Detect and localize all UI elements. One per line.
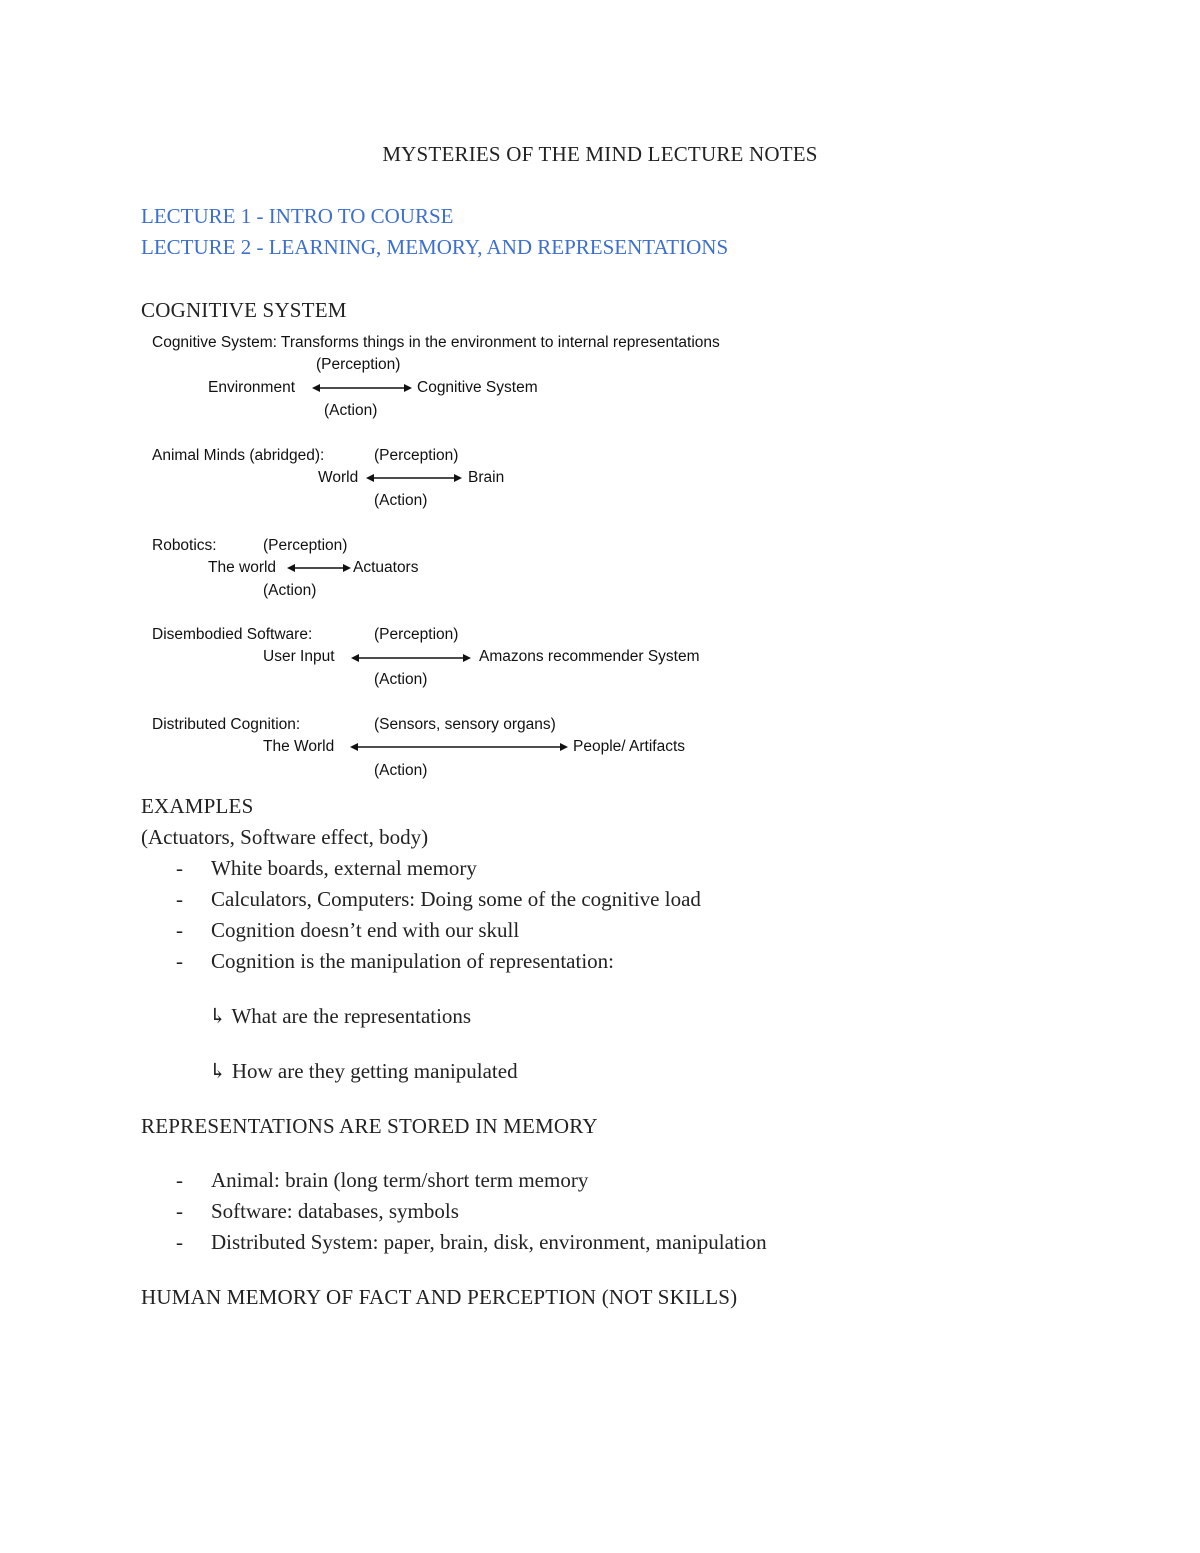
lecture-2-link[interactable]: LECTURE 2 - LEARNING, MEMORY, AND REPRESENTATIONS bbox=[141, 235, 729, 259]
list-bullet: - bbox=[176, 856, 183, 880]
list-item: Distributed System: paper, brain, disk, environment, manipulation bbox=[211, 1230, 767, 1254]
diagram-row1-bottom: (Action) bbox=[324, 402, 378, 419]
examples-subtitle: (Actuators, Software effect, body) bbox=[141, 825, 429, 849]
diagram-row3-label: Robotics: bbox=[152, 537, 217, 554]
double-arrow-icon bbox=[287, 561, 351, 575]
section-heading-examples: EXAMPLES bbox=[141, 794, 254, 818]
list-item: Cognition doesn’t end with our skull bbox=[211, 918, 520, 942]
diagram-row2-right: Brain bbox=[468, 469, 505, 486]
diagram-row5-top: (Sensors, sensory organs) bbox=[374, 716, 556, 733]
double-arrow-icon bbox=[366, 471, 462, 485]
diagram-heading: Cognitive System: Transforms things in the environment to internal representations bbox=[152, 334, 720, 351]
double-arrow-icon bbox=[351, 651, 471, 665]
diagram-row1-left: Environment bbox=[208, 379, 296, 396]
list-bullet: - bbox=[176, 918, 183, 942]
diagram-row4-top: (Perception) bbox=[374, 626, 459, 643]
list-bullet: - bbox=[176, 1230, 183, 1254]
diagram-row4-right: Amazons recommender System bbox=[479, 648, 700, 665]
diagram-row4-bottom: (Action) bbox=[374, 671, 428, 688]
section-heading-human-memory: HUMAN MEMORY OF FACT AND PERCEPTION (NOT SKILLS) bbox=[141, 1285, 738, 1309]
list-bullet: - bbox=[176, 1168, 183, 1192]
diagram-row2-top: (Perception) bbox=[374, 447, 459, 464]
diagram-row5-label: Distributed Cognition: bbox=[152, 716, 301, 733]
section-heading-cognitive-system: COGNITIVE SYSTEM bbox=[141, 298, 347, 322]
diagram-row3-bottom: (Action) bbox=[263, 582, 317, 599]
sub-list-item: ↳ What are the representations bbox=[209, 1004, 472, 1028]
diagram-row1-top: (Perception) bbox=[316, 356, 401, 373]
diagram-row3-left: The world bbox=[208, 559, 277, 576]
list-item: Software: databases, symbols bbox=[211, 1199, 459, 1223]
diagram-row2-left: World bbox=[318, 469, 359, 486]
diagram-row3-top: (Perception) bbox=[263, 537, 348, 554]
list-item: Cognition is the manipulation of representation: bbox=[211, 949, 615, 973]
diagram-row4-left: User Input bbox=[263, 648, 335, 665]
list-item: White boards, external memory bbox=[211, 856, 477, 880]
page-title: MYSTERIES OF THE MIND LECTURE NOTES bbox=[382, 142, 818, 166]
section-heading-representations: REPRESENTATIONS ARE STORED IN MEMORY bbox=[141, 1114, 598, 1138]
list-bullet: - bbox=[176, 1199, 183, 1223]
diagram-row5-bottom: (Action) bbox=[374, 762, 428, 779]
diagram-row3-right: Actuators bbox=[353, 559, 419, 576]
diagram-row5-right: People/ Artifacts bbox=[573, 738, 686, 755]
list-bullet: - bbox=[176, 949, 183, 973]
lecture-1-link[interactable]: LECTURE 1 - INTRO TO COURSE bbox=[141, 204, 454, 228]
diagram-row2-bottom: (Action) bbox=[374, 492, 428, 509]
list-item: Animal: brain (long term/short term memory bbox=[211, 1168, 589, 1192]
list-item: Calculators, Computers: Doing some of the cognitive load bbox=[211, 887, 701, 911]
list-bullet: - bbox=[176, 887, 183, 911]
sub-list-item: ↳ How are they getting manipulated bbox=[209, 1059, 518, 1083]
diagram-row5-left: The World bbox=[263, 738, 335, 755]
diagram-row2-label: Animal Minds (abridged): bbox=[152, 447, 325, 464]
diagram-row4-label: Disembodied Software: bbox=[152, 626, 313, 643]
diagram-row1-right: Cognitive System bbox=[417, 379, 538, 396]
double-arrow-icon bbox=[350, 740, 568, 754]
double-arrow-icon bbox=[312, 381, 412, 395]
